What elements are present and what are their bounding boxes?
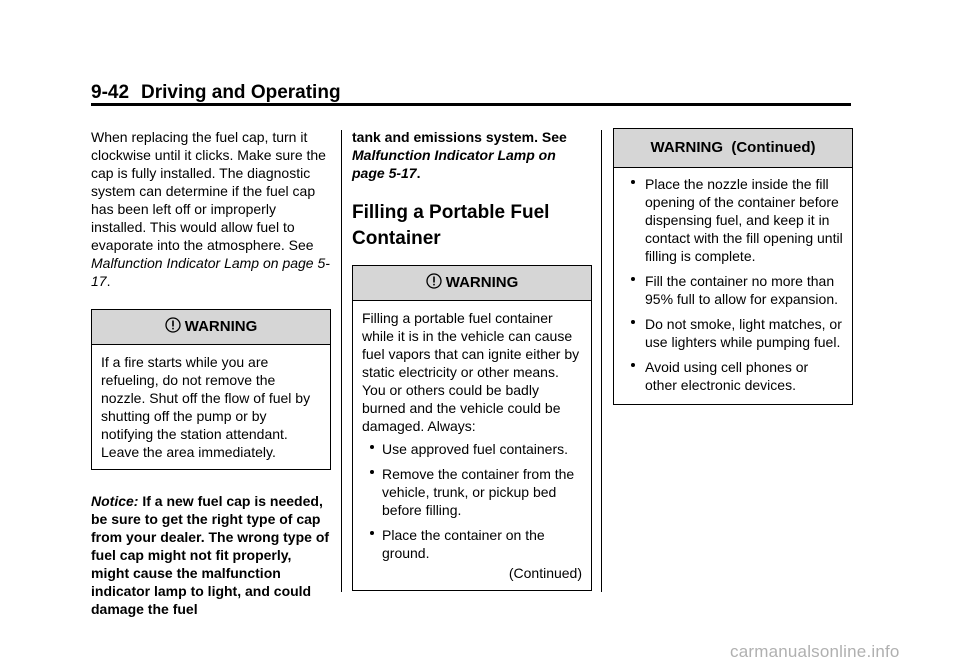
bullet-icon <box>631 320 635 324</box>
list-item-text: Remove the container from the vehicle, trunk, or pickup bed before filling. <box>382 466 575 518</box>
list-item <box>623 272 843 308</box>
warning-title: WARNING <box>445 274 519 291</box>
list-item <box>623 358 843 394</box>
warning-icon <box>426 273 442 289</box>
notice-link[interactable]: Malfunction Indicator Lamp on page 5-17 <box>352 147 556 181</box>
warning-text: Filling a portable fuel container while it is in the vehicle can cause fuel vapors that can ignite either by static electricity or other means. You or others could be badly burned and the vehicle could be damaged. Always: <box>362 310 580 434</box>
bullet-icon <box>370 531 374 535</box>
list-item-text: Do not smoke, light matches, or use lighters while pumping fuel. <box>645 316 842 350</box>
list-item <box>623 315 843 351</box>
notice-paragraph <box>91 492 331 618</box>
list-item-text: Place the nozzle inside the fill opening of the container before dispensing fuel, and keep it in contact with the fill opening until filling is complete. <box>645 176 843 264</box>
warning-title: WARNING <box>184 318 258 335</box>
list-item <box>362 526 582 562</box>
warning-header <box>353 266 591 301</box>
watermark: carmanualsonline.info <box>730 642 900 661</box>
warning-title: WARNING (Continued) <box>650 139 816 156</box>
notice-cont-text: tank and emissions system. See <box>352 129 567 145</box>
warning-body: If a fire starts while you are refueling, do not remove the nozzle. Shut off the flow of fuel by shutting off the pump or by notifying the station attendant. Leave the area immediately. <box>101 354 311 460</box>
warning-icon <box>165 317 181 333</box>
warning-body <box>353 301 591 590</box>
continued-label: (Continued) <box>508 565 582 581</box>
intro-end: . <box>106 273 111 289</box>
notice-label: Notice: <box>91 493 139 509</box>
list-item <box>362 465 582 519</box>
notice-end: . <box>416 165 421 181</box>
list-item <box>623 175 843 265</box>
notice-continued <box>352 128 592 182</box>
warning-bullet-list <box>362 440 582 562</box>
notice-text: If a new fuel cap is needed, be sure to get the right type of cap from your dealer. The wrong type of fuel cap might not fit properly, might cause the malfunction indicator lamp to light, and could damage the fuel <box>91 493 330 617</box>
column-3 <box>613 128 853 405</box>
list-item-text: Fill the container no more than 95% full to allow for expansion. <box>645 273 838 307</box>
section-heading: Filling a Portable Fuel Container <box>352 202 550 249</box>
warning-box-portable <box>352 265 592 591</box>
intro-text: When replacing the fuel cap, turn it clockwise until it clicks. Make sure the cap is fully installed. The diagnostic system can determine if the fuel cap has been left off or improperly installed. This would allow fuel to evaporate into the atmosphere. See <box>91 129 326 253</box>
list-item <box>362 440 582 458</box>
warning-box-fire <box>91 309 331 470</box>
intro-link[interactable]: Malfunction Indicator Lamp on page 5-17 <box>91 255 330 289</box>
section-title: Driving and Operating <box>141 82 341 103</box>
bullet-icon <box>631 277 635 281</box>
page-number: 9-42 <box>91 82 130 103</box>
bullet-icon <box>631 363 635 367</box>
list-item-text: Use approved fuel containers. <box>382 441 568 457</box>
column-1 <box>91 128 331 618</box>
warning-body <box>614 168 852 404</box>
header-rule <box>91 103 851 106</box>
bullet-icon <box>370 470 374 474</box>
warning-bullet-list <box>623 175 843 394</box>
warning-header <box>614 129 852 168</box>
list-item-text: Avoid using cell phones or other electronic devices. <box>645 359 809 393</box>
bullet-icon <box>370 445 374 449</box>
intro-paragraph <box>91 128 331 290</box>
bullet-icon <box>631 180 635 184</box>
warning-header <box>92 310 330 345</box>
warning-box-continued <box>613 128 853 405</box>
column-2 <box>352 128 592 591</box>
column-divider <box>601 130 602 592</box>
list-item-text: Place the container on the ground. <box>382 527 545 561</box>
column-divider <box>341 130 342 592</box>
